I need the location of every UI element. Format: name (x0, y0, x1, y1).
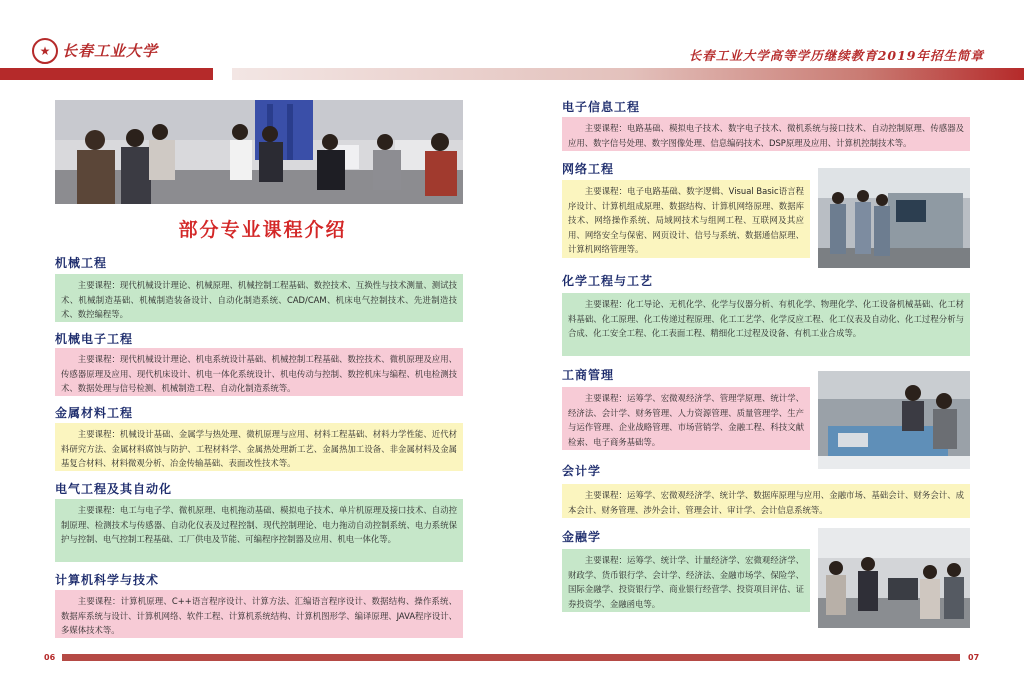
section-body-kuaiji: 主要课程：运筹学、宏微观经济学、统计学、数据库原理与应用、金融市场、基础会计、财务会计、成本会计、财务管理、涉外会计、管理会计、审计学、会计信息系统等。 (562, 484, 970, 518)
section-title-jinshu: 金属材料工程 (55, 406, 134, 420)
workshop-photo (818, 168, 970, 268)
page-number-right: 07 (968, 653, 980, 662)
section-body-huaxue: 主要课程：化工导论、无机化学、化学与仪器分析、有机化学、物理化学、化工设备机械基础、化工材料基础、化工原理、化工传递过程原理、化工工艺学、化学反应工程、化工仪表及自动化、化工过程分析与合成、化工安全工程、化工表面工程、精细化工过程及设备、有机工业合成等。 (562, 293, 970, 356)
section-title-jisuanji: 计算机科学与技术 (55, 573, 160, 587)
page-heading: 部分专业课程介绍 (178, 219, 347, 241)
classroom-photo (818, 528, 970, 628)
university-logo: ★ (32, 38, 58, 64)
section-title-dianzi: 电子信息工程 (562, 100, 641, 114)
header-bar-right (232, 68, 1024, 80)
section-body-gongshang: 主要课程：运筹学、宏微观经济学、管理学原理、统计学、经济法、会计学、财务管理、人力资源管理、质量管理学、生产与运作管理、企业战略管理、市场营销学、金融工程、科技文献检索、电子商务基础等。 (562, 387, 810, 450)
section-title-jinrong: 金融学 (562, 530, 602, 544)
section-body-dianqi: 主要课程：电工与电子学、微机原理、电机拖动基础、模拟电子技术、单片机原理及接口技术、自动控制原理、检测技术与传感器、自动化仪表及过程控制、现代控制理论、电力拖动自动控制系统、电力系统保护与控制、电气控制工程基础、工厂供电及节能、可编程序控制器及应用、机电一体化等。 (55, 499, 463, 562)
page-number-left: 06 (44, 653, 56, 662)
section-body-jinrong: 主要课程：运筹学、统计学、计量经济学、宏微观经济学、财政学、货币银行学、会计学、经济法、金融市场学、保险学、国际金融学、投资银行学、商业银行经营学、投资项目评估、证券投资学、金融函电等。 (562, 549, 810, 612)
section-body-jixie: 主要课程：现代机械设计理论、机械原理、机械控制工程基础、数控技术、互换性与技术测量、测试技术、机械制造基础、机械制造装备设计、自动化制造系统、CAD/CAM、机床电气控制技术、先进制造技术、数控编程等。 (55, 274, 463, 322)
section-body-jinshu: 主要课程：机械设计基础、金属学与热处理、微机原理与应用、材料工程基础、材料力学性能、近代材料研究方法、金属材料腐蚀与防护、工程材料学、金属热处理新工艺、金属热加工设备、非金属材料及金属基复合材料、材料微观分析、冶金传输基础、表面改性技术等。 (55, 423, 463, 471)
footer-bar (62, 654, 960, 661)
section-title-huaxue: 化学工程与工艺 (562, 274, 654, 288)
logo-text: 长春工业大学 (62, 42, 159, 60)
section-title-gongshang: 工商管理 (562, 368, 615, 382)
section-title-jixie: 机械工程 (55, 256, 108, 270)
section-body-jixiedianzi: 主要课程：现代机械设计理论、机电系统设计基础、机械控制工程基础、数控技术、微机原理及应用、传感器原理及应用、现代机床设计、机电一体化系统设计、机电传动与控制、数控机床与编程、机电检测技术、数据处理与信号检测、机械制造工程、自动化制造系统等。 (55, 348, 463, 396)
lab-equipment-photo (818, 371, 970, 469)
computer-lab-photo (55, 100, 463, 204)
brochure-title: 长春工业大学高等学历继续教育2019年招生简章 (688, 48, 984, 63)
header-bar-left (0, 68, 213, 80)
section-body-jisuanji: 主要课程：计算机原理、C++语言程序设计、计算方法、汇编语言程序设计、数据结构、操作系统、数据库系统与设计、计算机网络、软件工程、计算机系统结构、计算机图形学、编译原理、JAVA程序设计、多媒体技术等。 (55, 590, 463, 638)
section-title-jixiedianzi: 机械电子工程 (55, 332, 134, 346)
section-body-wangluo: 主要课程：电子电路基础、数字逻辑、Visual Basic语言程序设计、计算机组成原理、数据结构、计算机网络原理、数据库技术、网络操作系统、局域网技术与组网工程、互联网及其应用、网络安全与保密、网页设计、信号与系统、数据通信原理、计算机网络管理等。 (562, 180, 810, 258)
section-title-dianqi: 电气工程及其自动化 (55, 482, 173, 496)
section-title-kuaiji: 会计学 (562, 464, 602, 478)
section-title-wangluo: 网络工程 (562, 162, 615, 176)
section-body-dianzi: 主要课程：电路基础、模拟电子技术、数字电子技术、微机系统与接口技术、自动控制原理、传感器及应用、数字信号处理、数字图像处理、信息编码技术、DSP原理及应用、计算机控制技术等。 (562, 117, 970, 151)
